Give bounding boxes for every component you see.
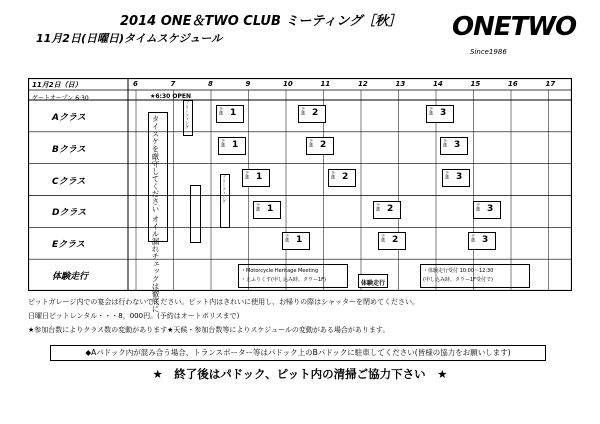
session-number: 1 xyxy=(296,235,303,246)
hour-label: 11 xyxy=(320,80,331,88)
session-block xyxy=(442,169,470,187)
session-number: 1 xyxy=(256,171,263,182)
session-block xyxy=(328,169,356,187)
taiken-box xyxy=(420,264,530,288)
session-number: 2 xyxy=(342,171,349,182)
session-block xyxy=(218,137,246,155)
class-row-label: Cクラス xyxy=(52,176,86,187)
heritage-line-2: ・えふりくす(申し込み時、タワー1F) xyxy=(241,277,326,283)
session-number: 1 xyxy=(267,203,274,214)
session-number: 3 xyxy=(440,108,447,118)
briefing-box-3 xyxy=(220,174,230,228)
schedule-subtitle: 11月2日(日曜日)タイムスケジュール xyxy=(36,32,223,45)
vertical-notice: タイスケを厳守してください オイル漏れチェックは徹底に xyxy=(151,115,160,313)
class-row-label: Aクラス xyxy=(52,112,86,123)
page-title: 2014 ONE＆TWO CLUB ミーティング［秋］ xyxy=(120,14,402,29)
session-number: 2 xyxy=(387,203,394,214)
vertical-notice-box xyxy=(148,112,168,313)
session-number: 2 xyxy=(392,235,399,246)
taiken-run-label: 体験走行 xyxy=(361,280,386,287)
taiken-run-box xyxy=(358,274,388,288)
note-2: 日曜日ピットレンタル・・・8，000円。(予約はオートボリスまで) xyxy=(28,312,240,320)
onetwo-logo xyxy=(452,12,577,60)
session-type: 予選 xyxy=(429,107,434,115)
logo-subtext: Since1986 xyxy=(470,48,507,56)
hour-label: 8 xyxy=(208,80,213,88)
heritage-line-1: ・Motorcycle Heritage Meeting xyxy=(241,268,319,274)
session-block xyxy=(440,137,468,155)
hour-label: 14 xyxy=(433,80,443,88)
class-row-label: 体験走行 xyxy=(52,272,89,283)
note-3: ★参加台数によりクラス数の変動があります★天候・参加台数等によりスケジュールの変動がある場合があります。 xyxy=(28,326,390,334)
session-block xyxy=(242,169,270,187)
hour-label: 7 xyxy=(170,80,176,88)
session-type: 予選 xyxy=(256,202,261,211)
taiken-line-1: ・体験走行受付 10:00～12:30 xyxy=(423,268,494,274)
session-number: 2 xyxy=(320,139,327,150)
session-number: 3 xyxy=(454,139,461,150)
class-row-label: Dクラス xyxy=(52,208,87,219)
session-type: 予選 xyxy=(471,234,476,243)
hour-label: 13 xyxy=(395,80,406,88)
session-type: 予選 xyxy=(309,138,314,147)
session-block xyxy=(253,201,281,219)
session-type: 予選 xyxy=(376,202,381,211)
session-block xyxy=(426,105,454,123)
session-number: 3 xyxy=(487,203,494,214)
session-type: 予選 xyxy=(245,170,250,179)
open-label: ★6:30 OPEN xyxy=(150,93,192,100)
session-number: 1 xyxy=(232,139,239,150)
hour-label: 16 xyxy=(508,80,518,88)
date-label: 11月2日（日） xyxy=(32,81,82,89)
hour-label: 10 xyxy=(283,80,293,88)
session-block xyxy=(378,232,406,250)
session-type: 予選 xyxy=(221,138,226,147)
session-type: 予選 xyxy=(476,202,481,211)
gate-open-label: ゲートオープン 6:30 xyxy=(32,95,89,102)
session-block xyxy=(468,232,496,250)
closing-message: ★ 終了後はパドック、ピット内の清掃ご協力下さい ★ xyxy=(152,367,448,381)
note-1: ピットガレージ内での宴会は行わないでください。ピット内はきれいに使用し、お帰りの際はシャッターを閉めてください。 xyxy=(28,298,419,306)
paddock-notice: ◆Aパドック内が混み合う場合、トランスポーター等はパドック上のBパドックに駐車してください(皆様の協力をお願いします) xyxy=(50,345,546,361)
session-type: 予選 xyxy=(443,138,448,147)
logo-text: ONETWO xyxy=(452,12,577,42)
heritage-box xyxy=(238,264,348,288)
session-number: 2 xyxy=(312,108,319,118)
session-type: 予選 xyxy=(445,170,450,179)
briefing-box-1 xyxy=(183,100,193,136)
session-type: 予選 xyxy=(219,107,224,115)
hour-label: 15 xyxy=(470,80,481,88)
session-block xyxy=(282,232,310,250)
briefing-label-3: ブリーフィング xyxy=(222,175,227,203)
session-block xyxy=(373,201,401,219)
session-type: 予選 xyxy=(301,107,306,115)
session-block xyxy=(306,137,334,155)
hour-label: 6 xyxy=(133,80,138,88)
session-number: 1 xyxy=(230,108,237,118)
session-type: 予選 xyxy=(285,234,290,243)
session-block xyxy=(216,105,244,123)
session-type: 予選 xyxy=(331,170,336,179)
briefing-label-1: ブリーフィング xyxy=(185,101,190,129)
hour-label: 9 xyxy=(245,80,251,88)
briefing-box-2 xyxy=(190,185,201,243)
session-type: 予選 xyxy=(381,234,386,243)
class-row-label: Bクラス xyxy=(52,144,86,155)
class-row-label: Eクラス xyxy=(52,240,85,251)
session-block xyxy=(298,105,326,123)
session-number: 3 xyxy=(456,171,463,182)
taiken-line-2: (申し込み時、タワー1F受付で) xyxy=(423,277,493,283)
session-block xyxy=(473,201,501,219)
session-number: 3 xyxy=(482,235,489,246)
hour-label: 17 xyxy=(545,80,556,88)
hour-label: 12 xyxy=(358,80,368,88)
